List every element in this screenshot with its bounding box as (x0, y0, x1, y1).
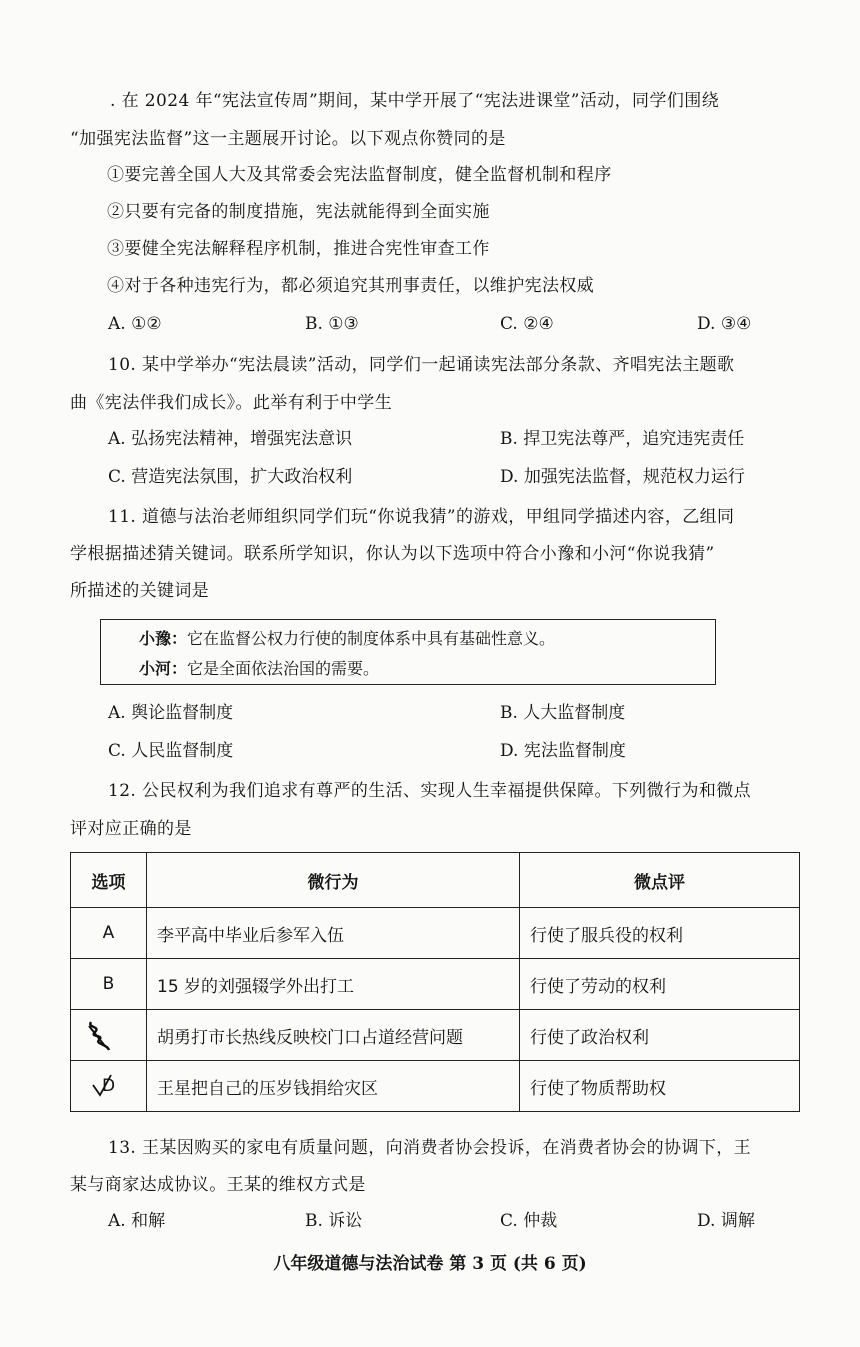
q12-stem-line1: 12. 公民权利为我们追求有尊严的生活、实现人生幸福提供保障。下列微行为和微点 (108, 781, 752, 801)
table-row (71, 1061, 800, 1112)
q9-statement-1: ①要完善全国人大及其常委会宪法监督制度，健全监督机制和程序 (107, 165, 612, 185)
table-row (71, 1010, 800, 1061)
q10-option-b: B. 捍卫宪法尊严，追究违宪责任 (500, 429, 745, 449)
q13-option-c: C. 仲裁 (500, 1211, 558, 1231)
q11-stem-line2: 学根据描述猜关键词。联系所学知识，你认为以下选项中符合小豫和小河“你说我猜” (70, 544, 715, 564)
q11-box-row1 (139, 626, 555, 649)
row-action: 李平高中毕业后参军入伍 (147, 908, 520, 959)
q13-option-b: B. 诉讼 (305, 1211, 363, 1231)
q11-option-c: C. 人民监督制度 (108, 741, 234, 761)
q13-stem-line2: 某与商家达成协议。王某的维权方式是 (70, 1175, 366, 1195)
q9-option-a: A. ①② (108, 314, 162, 334)
q11-box-row1-name: 小豫： (139, 629, 188, 648)
row-option (71, 1061, 147, 1112)
row-comment: 行使了服兵役的权利 (520, 908, 800, 959)
page-footer: 八年级道德与法治试卷 第 3 页 (共 6 页) (273, 1254, 587, 1274)
row-option: A (71, 908, 147, 959)
q9-option-b: B. ①③ (305, 314, 359, 334)
q9-statement-3: ③要健全宪法解释程序机制，推进合宪性审查工作 (107, 239, 490, 259)
q10-stem-line2: 曲《宪法伴我们成长》。此举有利于中学生 (70, 393, 393, 413)
q10-option-d: D. 加强宪法监督，规范权力运行 (500, 467, 745, 487)
q10-option-a: A. 弘扬宪法精神，增强宪法意识 (108, 429, 353, 449)
table-header-row (71, 853, 800, 908)
q11-stem-line3: 所描述的关键词是 (70, 581, 210, 601)
row-action: 王星把自己的压岁钱捐给灾区 (147, 1061, 520, 1112)
row-option-crossed (71, 1010, 147, 1061)
row-comment: 行使了物质帮助权 (520, 1061, 800, 1112)
q9-statement-2: ②只要有完备的制度措施，宪法就能得到全面实施 (107, 202, 490, 222)
q13-option-d: D. 调解 (697, 1211, 755, 1231)
q11-box-row2-text: 它是全面依法治国的需要。 (187, 659, 380, 678)
handwritten-check-icon (91, 1073, 116, 1099)
q12-stem-line2: 评对应正确的是 (70, 819, 192, 839)
q11-box-row1-text: 它在监督公权力行使的制度体系中具有基础性意义。 (187, 629, 556, 648)
q10-stem-line1: 10. 某中学举办“宪法晨读”活动，同学们一起诵读宪法部分条款、齐唱宪法主题歌 (108, 355, 735, 375)
q9-stem-line2: “加强宪法监督”这一主题展开讨论。以下观点你赞同的是 (70, 129, 506, 149)
q11-box-row2-name: 小河： (139, 659, 188, 678)
q9-option-d: D. ③④ (697, 314, 752, 334)
q11-option-b: B. 人大监督制度 (500, 703, 626, 723)
q9-statement-4: ④对于各种违宪行为，都必须追究其刑事责任，以维护宪法权威 (107, 276, 595, 296)
q11-description-box (100, 619, 716, 685)
handwritten-scribble-icon (85, 1018, 113, 1052)
row-comment: 行使了劳动的权利 (520, 959, 800, 1010)
q11-box-row2 (139, 656, 379, 679)
header-micro-comment: 微点评 (520, 853, 800, 908)
header-option: 选项 (71, 853, 147, 908)
q11-option-d: D. 宪法监督制度 (500, 741, 626, 761)
q11-stem-line1: 11. 道德与法治老师组织同学们玩“你说我猜”的游戏，甲组同学描述内容，乙组同 (108, 507, 735, 527)
row-comment: 行使了政治权利 (520, 1010, 800, 1061)
q9-stem-line1: . 在 2024 年“宪法宣传周”期间，某中学开展了“宪法进课堂”活动，同学们围绕 (110, 91, 720, 111)
table-row (71, 959, 800, 1010)
row-option-letter: D (101, 1076, 116, 1096)
row-action: 15 岁的刘强辍学外出打工 (147, 959, 520, 1010)
q13-option-a: A. 和解 (108, 1211, 166, 1231)
header-micro-action: 微行为 (147, 853, 520, 908)
q12-table (70, 852, 800, 1112)
row-option: B (71, 959, 147, 1010)
table-row (71, 908, 800, 959)
q10-option-c: C. 营造宪法氛围，扩大政治权利 (108, 467, 353, 487)
q13-stem-line1: 13. 王某因购买的家电有质量问题，向消费者协会投诉，在消费者协会的协调下，王 (108, 1138, 752, 1158)
row-action: 胡勇打市长热线反映校门口占道经营问题 (147, 1010, 520, 1061)
q9-option-c: C. ②④ (500, 314, 554, 334)
q11-option-a: A. 舆论监督制度 (108, 703, 234, 723)
